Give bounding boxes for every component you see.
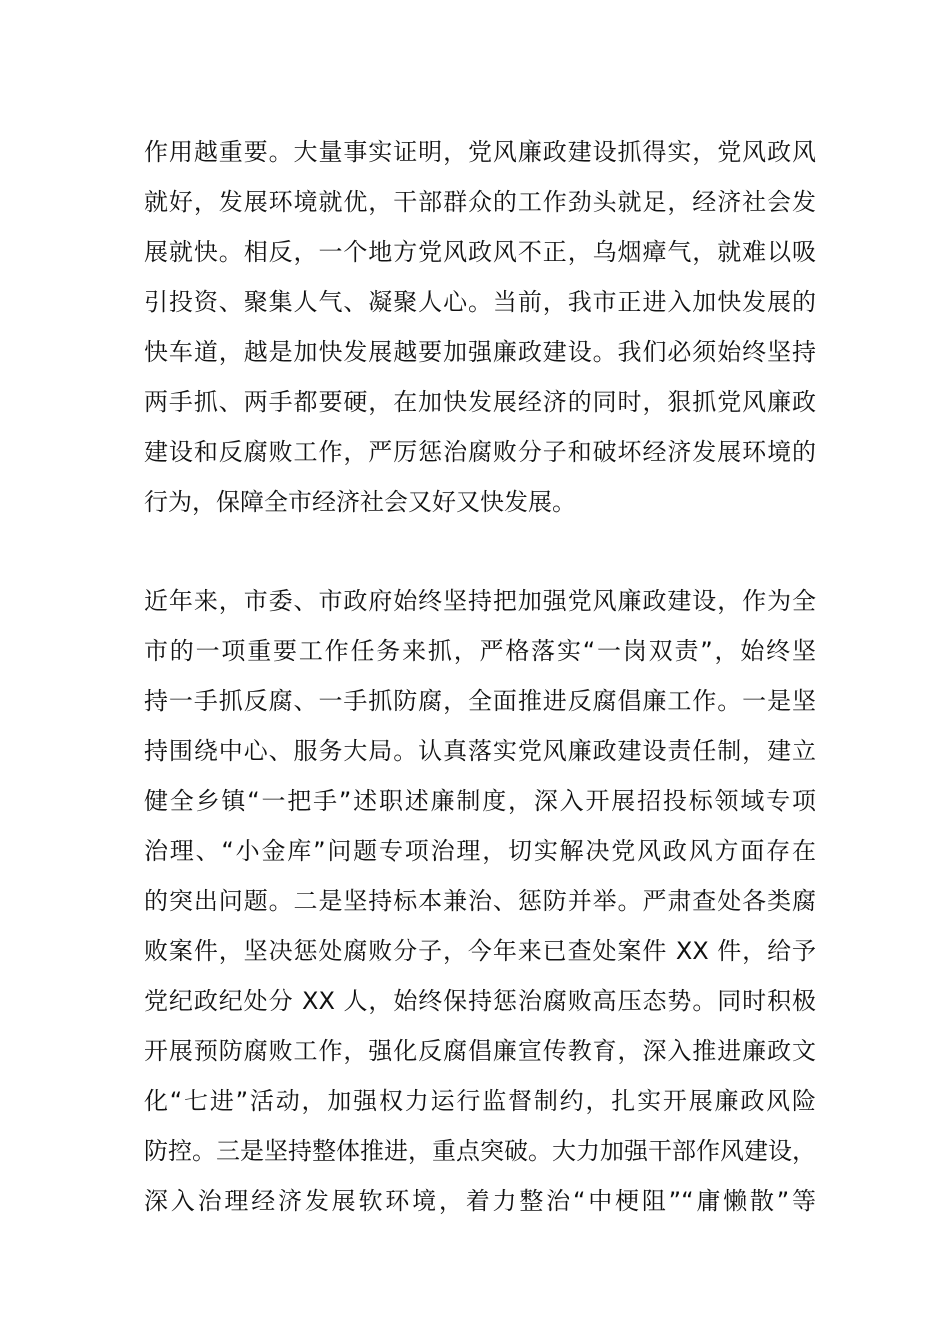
text-line: 近年来，市委、市政府始终坚持把加强党风廉政建设，作为全 bbox=[144, 587, 816, 615]
text-line: 的突出问题。二是坚持标本兼治、惩防并举。严肃查处各类腐 bbox=[144, 887, 816, 915]
text-line: 党纪政纪处分 XX 人，始终保持惩治腐败高压态势。同时积极 bbox=[144, 987, 816, 1015]
text-line: 深入治理经济发展软环境，着力整治“中梗阻”“庸懒散”等 bbox=[144, 1187, 816, 1215]
paragraph-2 bbox=[144, 576, 816, 1226]
text-line: 败案件，坚决惩处腐败分子，今年来已查处案件 XX 件，给予 bbox=[144, 937, 816, 965]
text-line: 持一手抓反腐、一手抓防腐，全面推进反腐倡廉工作。一是坚 bbox=[144, 687, 816, 715]
text-line: 持围绕中心、服务大局。认真落实党风廉政建设责任制，建立 bbox=[144, 737, 816, 765]
text-line: 行为，保障全市经济社会又好又快发展。 bbox=[144, 488, 576, 516]
text-line: 展就快。相反，一个地方党风政风不正，乌烟瘴气，就难以吸 bbox=[144, 238, 816, 266]
text-line: 作用越重要。大量事实证明，党风廉政建设抓得实，党风政风 bbox=[144, 138, 816, 166]
text-line: 建设和反腐败工作，严厉惩治腐败分子和破坏经济发展环境的 bbox=[144, 438, 816, 466]
text-line: 市的一项重要工作任务来抓，严格落实“一岗双责”，始终坚 bbox=[144, 637, 816, 665]
paragraph-1 bbox=[144, 127, 816, 527]
text-line: 两手抓、两手都要硬，在加快发展经济的同时，狠抓党风廉政 bbox=[144, 388, 816, 416]
text-line: 治理、“小金库”问题专项治理，切实解决党风政风方面存在 bbox=[144, 837, 816, 865]
text-line: 防控。三是坚持整体推进，重点突破。大力加强干部作风建设， bbox=[144, 1137, 816, 1165]
text-line: 就好，发展环境就优，干部群众的工作劲头就足，经济社会发 bbox=[144, 188, 816, 216]
text-line: 化“七进”活动，加强权力运行监督制约，扎实开展廉政风险 bbox=[144, 1087, 816, 1115]
text-line: 开展预防腐败工作，强化反腐倡廉宣传教育，深入推进廉政文 bbox=[144, 1037, 816, 1065]
text-line: 健全乡镇“一把手”述职述廉制度，深入开展招投标领域专项 bbox=[144, 787, 816, 815]
text-line: 快车道，越是加快发展越要加强廉政建设。我们必须始终坚持 bbox=[144, 338, 816, 366]
text-line: 引投资、聚集人气、凝聚人心。当前，我市正进入加快发展的 bbox=[144, 288, 816, 316]
